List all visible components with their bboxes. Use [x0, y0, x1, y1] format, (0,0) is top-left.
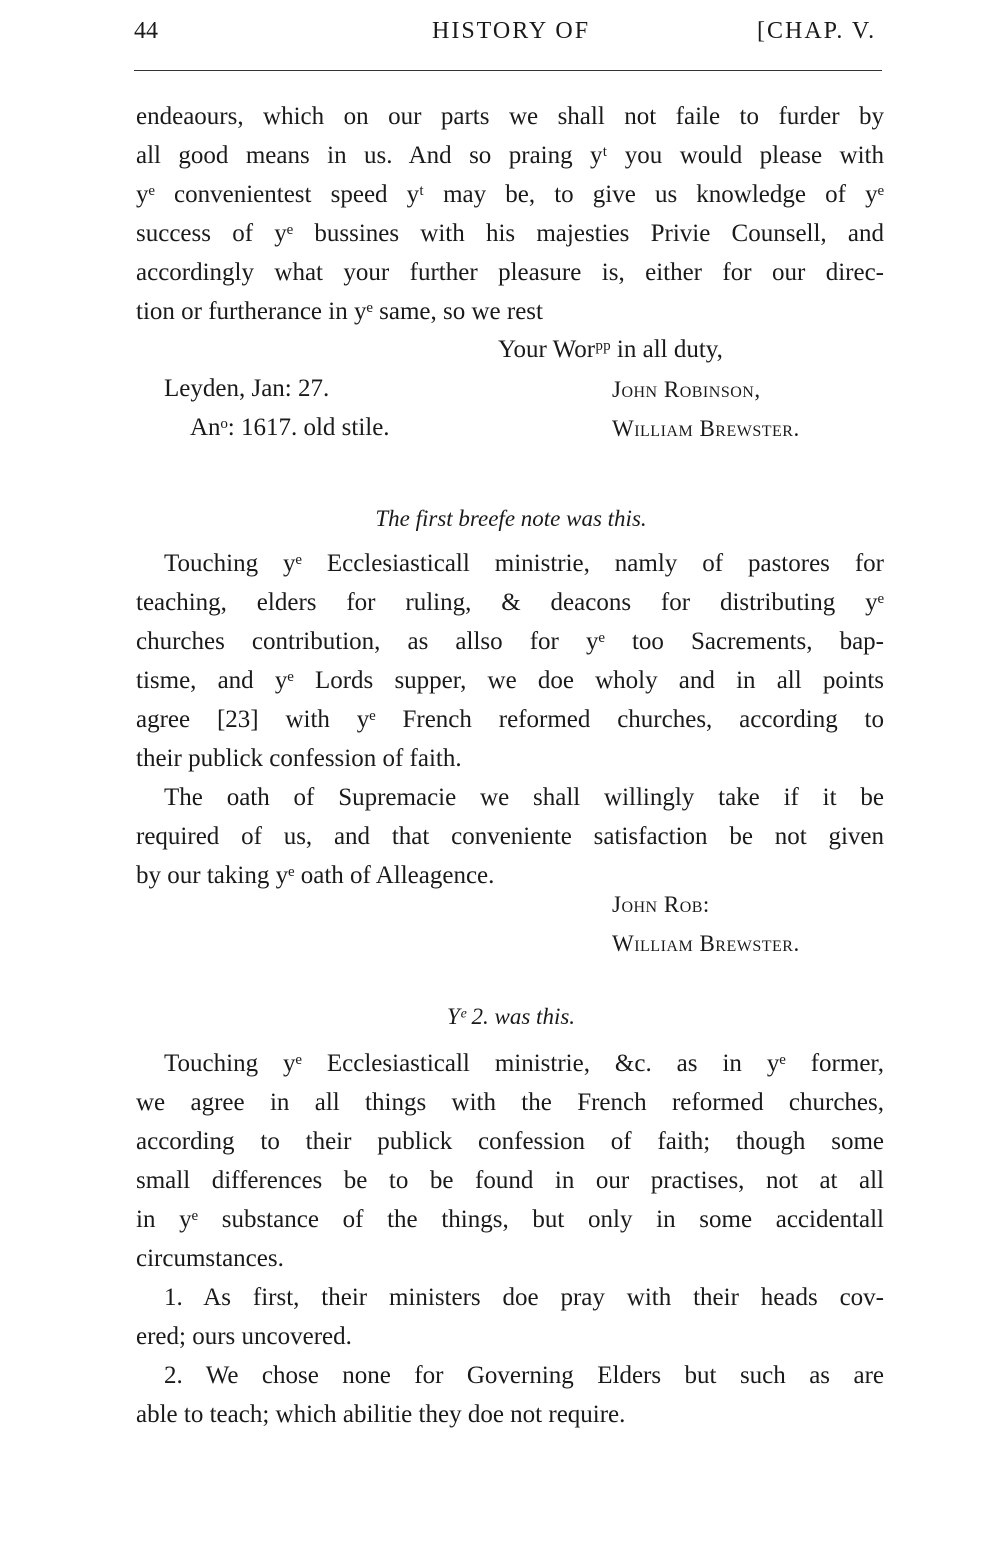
- signature-william-brewster: William Brewster.: [612, 416, 800, 441]
- signature-john-rob: John Rob:: [612, 892, 710, 917]
- header-rule: [134, 70, 882, 71]
- chapter-label: [CHAP. V.: [757, 18, 877, 44]
- text-line: 1. As first, their ministers doe pray with their heads cov-: [164, 1284, 884, 1311]
- text-line: in yᵉ substance of the things, but only in some accidentall: [136, 1206, 884, 1233]
- text-line: circumstances.: [136, 1245, 284, 1272]
- text-line: we agree in all things with the French reformed churches,: [136, 1089, 884, 1116]
- text-line: their publick confession of faith.: [136, 745, 462, 772]
- text-line: according to their publick confession of faith; though some: [136, 1128, 884, 1155]
- note2-heading: Yᵉ 2. was this.: [446, 1004, 576, 1029]
- text-line: agree [23] with yᵉ French reformed churches, according to: [136, 706, 884, 733]
- text-line: small differences be to be found in our practises, not at all: [136, 1167, 884, 1194]
- text-line: The oath of Supremacie we shall willingly take if it be: [164, 784, 884, 811]
- text-line: Touching yᵉ Ecclesiasticall ministrie, namly of pastores for: [164, 550, 884, 577]
- text-line: endeaours, which on our parts we shall not faile to furder by: [136, 103, 884, 130]
- running-title: HISTORY OF: [432, 18, 591, 44]
- letter-place-date: Leyden, Jan: 27.: [164, 375, 330, 402]
- text-line: able to teach; which abilitie they doe not require.: [136, 1401, 626, 1428]
- text-line: Touching yᵉ Ecclesiasticall ministrie, &c. as in yᵉ former,: [164, 1050, 884, 1077]
- text-line: ered; ours uncovered.: [136, 1323, 352, 1350]
- text-line: all good means in us. And so praing yᵗ you would please with: [136, 142, 884, 169]
- text-line: success of yᵉ bussines with his majesties Privie Counsell, and: [136, 220, 884, 247]
- letter-year: Anᵒ: 1617. old stile.: [190, 414, 390, 441]
- text-line: 2. We chose none for Governing Elders but such as are: [164, 1362, 884, 1389]
- text-line: accordingly what your further pleasure is, either for our direc-: [136, 259, 884, 286]
- note1-heading: The first breefe note was this.: [375, 506, 647, 531]
- text-line: teaching, elders for ruling, & deacons for distributing yᵉ: [136, 589, 884, 616]
- letter-closing: Your Worᵖᵖ in all duty,: [498, 336, 723, 363]
- signature-william-brewster: William Brewster.: [612, 931, 800, 956]
- text-line: churches contribution, as allso for yᵉ too Sacrements, bap-: [136, 628, 884, 655]
- text-line: by our taking yᵉ oath of Alleagence.: [136, 862, 495, 889]
- text-line: tion or furtherance in yᵉ same, so we rest: [136, 298, 543, 325]
- text-line: required of us, and that conveniente satisfaction be not given: [136, 823, 884, 850]
- page-number: 44: [134, 18, 158, 44]
- signature-john-robinson: John Robinson,: [612, 377, 761, 402]
- text-line: tisme, and yᵉ Lords supper, we doe wholy and in all points: [136, 667, 884, 694]
- text-line: yᵉ convenientest speed yᵗ may be, to give us knowledge of yᵉ: [136, 181, 884, 208]
